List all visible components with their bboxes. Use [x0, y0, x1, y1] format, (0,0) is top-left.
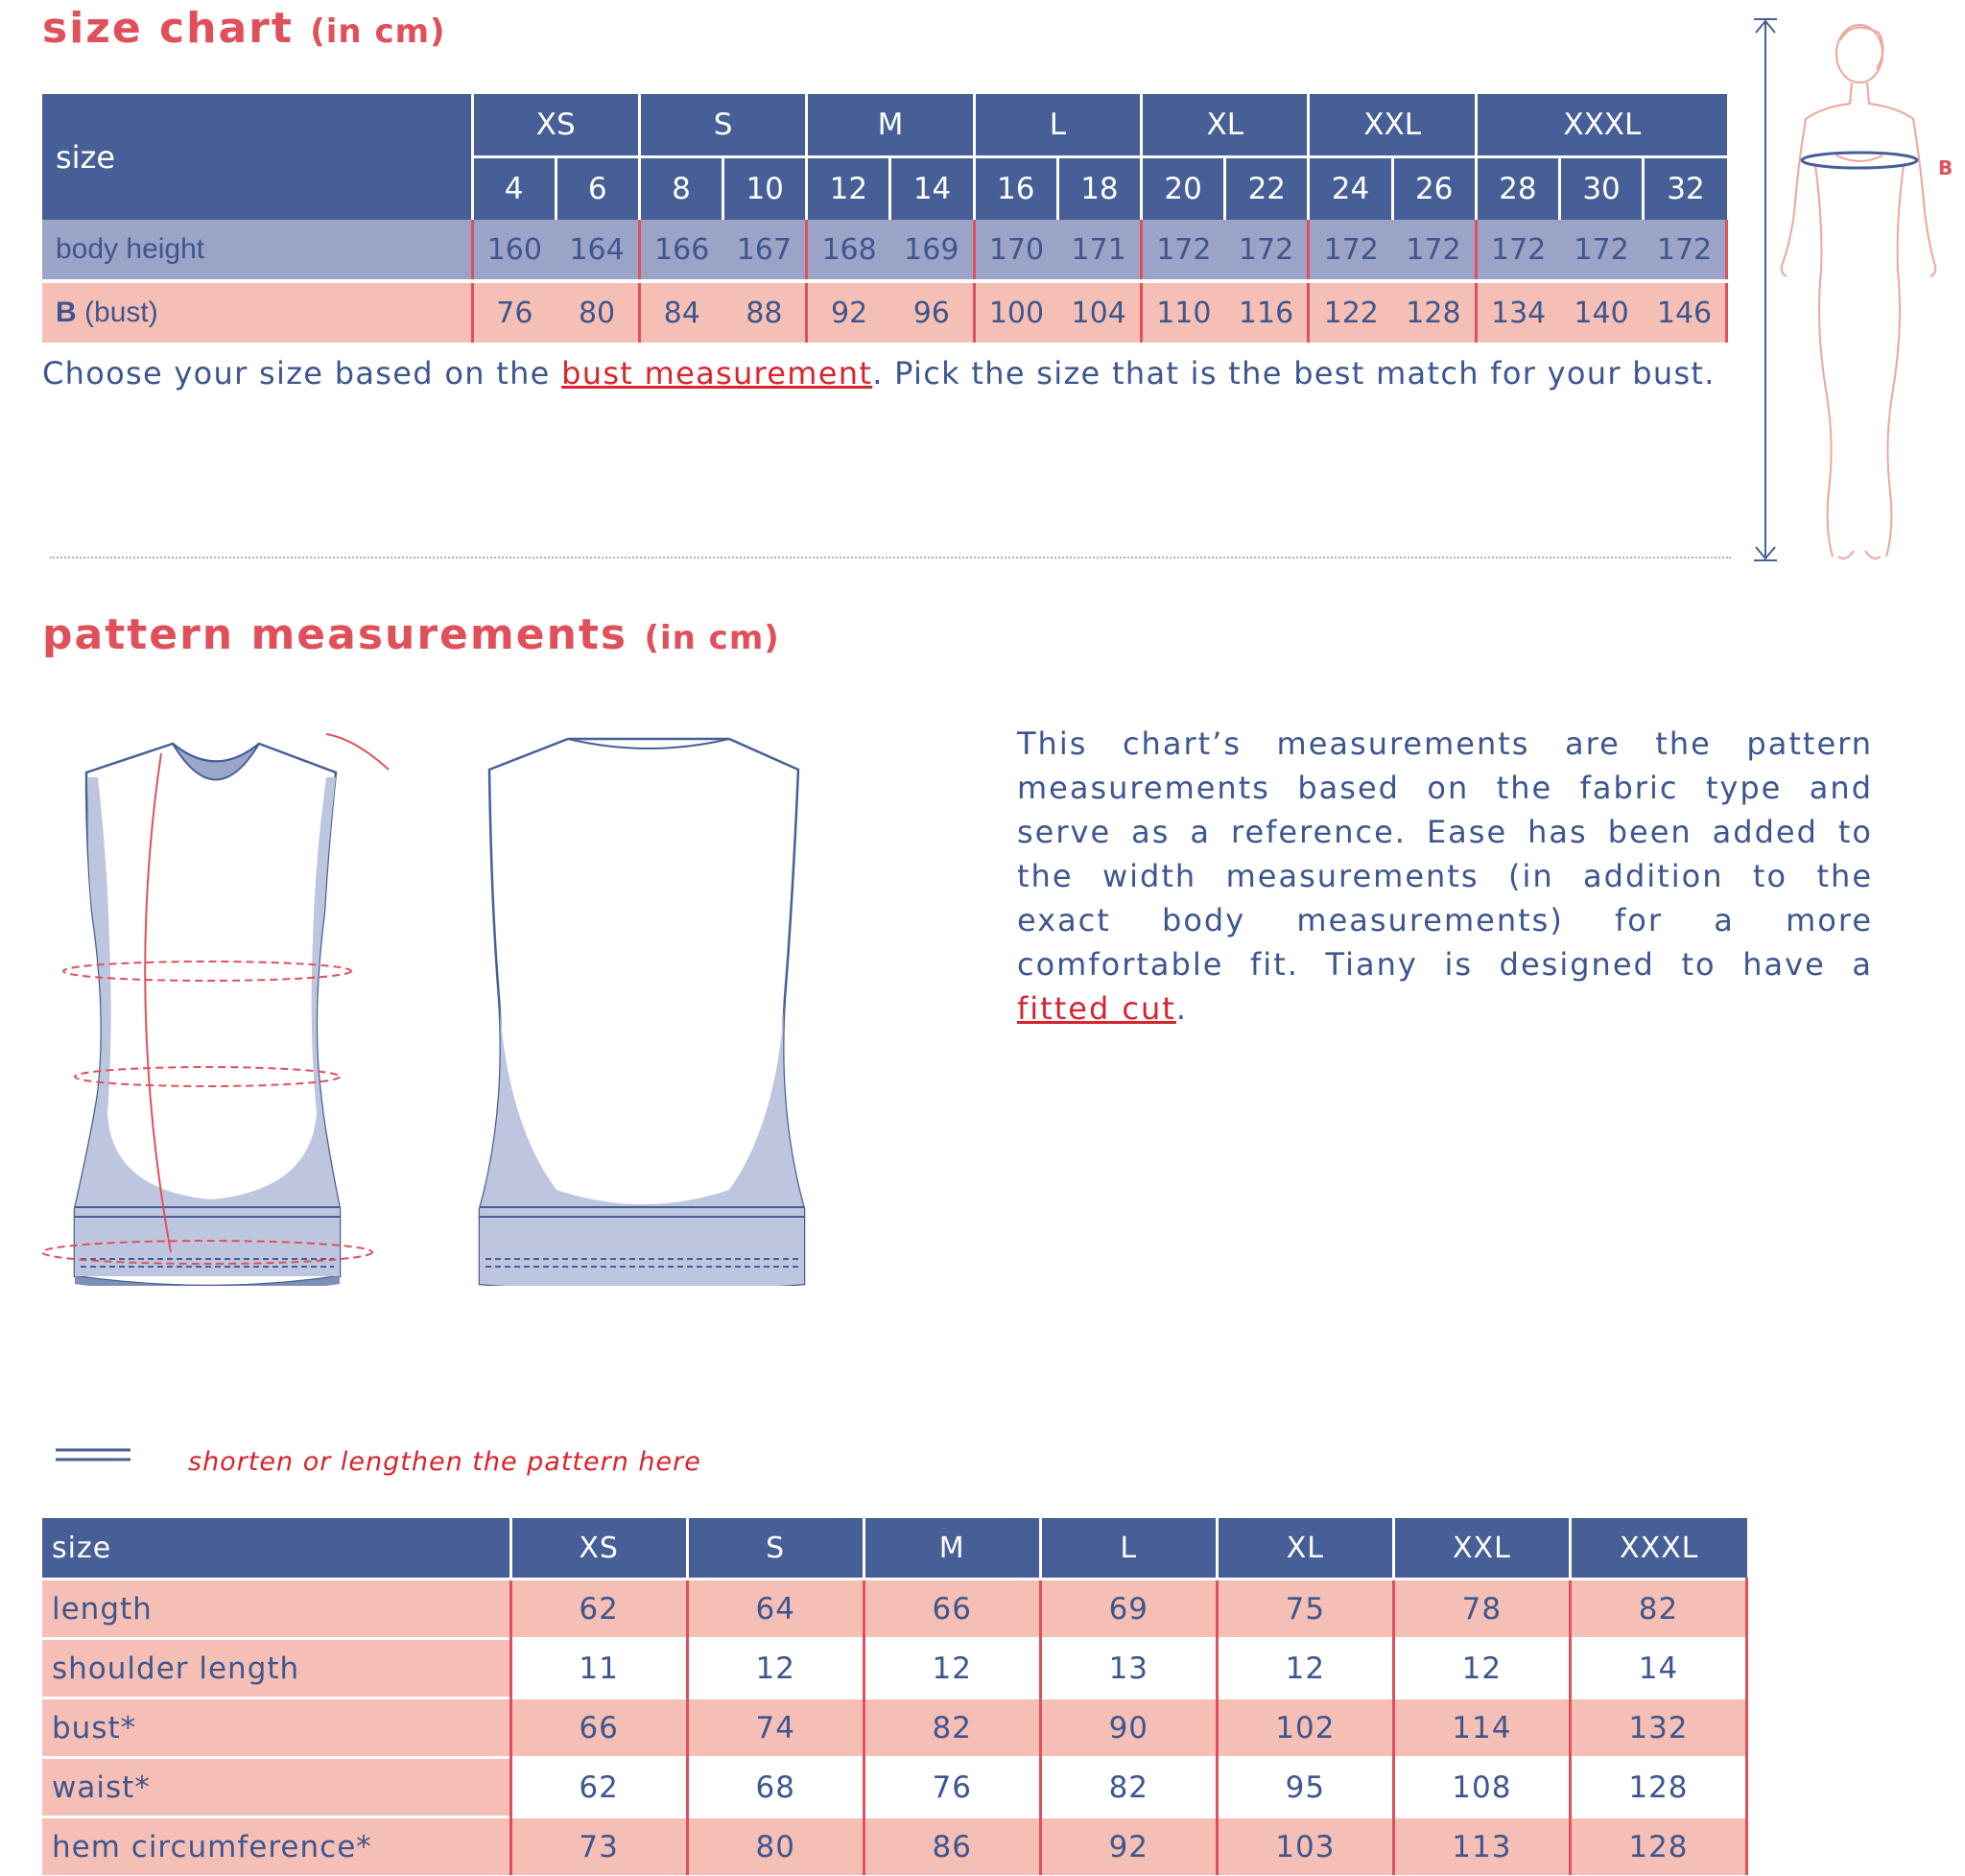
table-cell: 140	[1559, 281, 1643, 343]
size-note-before: Choose your size based on the	[42, 355, 562, 392]
size-group-l: L	[974, 94, 1141, 157]
table-cell: 128	[1392, 281, 1476, 343]
table-cell: 80	[687, 1817, 864, 1876]
size-note	[42, 355, 1716, 392]
height-arrow-icon	[1754, 19, 1777, 560]
table-cell: 92	[1040, 1817, 1217, 1876]
row-label-bust	[42, 281, 472, 343]
size-group-m: M	[807, 94, 974, 157]
table-cell: 84	[639, 281, 722, 343]
size-chart-title	[42, 4, 446, 53]
row-label: hem circumference*	[42, 1817, 510, 1876]
size-note-after: . Pick the size that is the best match for your bust.	[872, 355, 1716, 392]
section-divider	[50, 557, 1731, 558]
row-label: waist*	[42, 1758, 510, 1817]
size-number: 28	[1476, 157, 1559, 221]
double-line-legend-icon	[56, 1447, 130, 1462]
column-header: L	[1040, 1518, 1217, 1579]
table-cell: 75	[1217, 1579, 1393, 1639]
pattern-title-text: pattern measurements	[42, 610, 628, 659]
table-cell: 169	[890, 220, 974, 281]
body-figure-illustration	[1746, 12, 1957, 568]
table-cell: 82	[864, 1698, 1040, 1758]
table-cell: 172	[1559, 220, 1643, 281]
size-number: 4	[472, 157, 556, 221]
column-header: XXL	[1393, 1518, 1570, 1579]
table-cell: 69	[1040, 1579, 1217, 1639]
fitted-cut-link[interactable]: fitted cut	[1017, 990, 1176, 1027]
size-header-label: size	[42, 94, 472, 220]
size-number: 10	[723, 157, 807, 221]
table-cell: 66	[510, 1698, 687, 1758]
size-chart-unit: (in cm)	[310, 12, 446, 51]
column-header: XS	[510, 1518, 687, 1579]
table-cell: 113	[1393, 1817, 1570, 1876]
table-cell: 104	[1057, 281, 1141, 343]
table-cell: 132	[1570, 1698, 1746, 1758]
bust-label-rest: (bust)	[84, 297, 158, 328]
size-number: 6	[556, 157, 639, 221]
column-header: M	[864, 1518, 1040, 1579]
size-group-header-row	[42, 94, 1727, 157]
table-cell: 14	[1570, 1639, 1746, 1698]
table-cell: 128	[1570, 1758, 1746, 1817]
size-number: 20	[1142, 157, 1225, 221]
table-cell: 82	[1570, 1579, 1746, 1639]
table-cell: 82	[1040, 1758, 1217, 1817]
table-cell: 128	[1570, 1817, 1746, 1876]
pattern-measurements-table	[42, 1518, 1748, 1875]
table-cell: 114	[1393, 1698, 1570, 1758]
table-cell: 86	[864, 1817, 1040, 1876]
table-cell: 171	[1057, 220, 1141, 281]
table-cell: 62	[510, 1758, 687, 1817]
table-cell: 12	[864, 1639, 1040, 1698]
table-cell: 12	[687, 1639, 864, 1698]
size-number: 32	[1644, 157, 1727, 221]
size-number: 26	[1392, 157, 1476, 221]
legend-text: shorten or lengthen the pattern here	[188, 1447, 701, 1477]
table-cell: 64	[687, 1579, 864, 1639]
table-cell: 96	[890, 281, 974, 343]
table-cell: 95	[1217, 1758, 1393, 1817]
size-number: 24	[1309, 157, 1392, 221]
table-cell: 172	[1392, 220, 1476, 281]
table-cell: 92	[807, 281, 890, 343]
table-cell: 172	[1142, 220, 1225, 281]
table-cell: 160	[472, 220, 556, 281]
size-number: 30	[1559, 157, 1643, 221]
column-header: XXXL	[1570, 1518, 1746, 1579]
table-cell: 100	[974, 281, 1057, 343]
pattern-description	[1017, 722, 1873, 1031]
pattern-header-label: size	[42, 1518, 510, 1579]
table-cell: 172	[1225, 220, 1309, 281]
front-tank-top-icon	[75, 744, 340, 1286]
size-number: 22	[1225, 157, 1309, 221]
size-group-xl: XL	[1142, 94, 1309, 157]
table-cell: 103	[1217, 1817, 1393, 1876]
table-cell: 110	[1142, 281, 1225, 343]
table-cell: 172	[1476, 220, 1559, 281]
table-row	[42, 1639, 1747, 1698]
table-cell: 12	[1393, 1639, 1570, 1698]
row-label: shoulder length	[42, 1639, 510, 1698]
table-row	[42, 1579, 1747, 1639]
row-label: length	[42, 1579, 510, 1639]
table-row	[42, 1817, 1747, 1876]
bust-letter: B	[56, 297, 77, 328]
size-chart-table	[42, 94, 1728, 343]
table-cell: 74	[687, 1698, 864, 1758]
pattern-description-after: .	[1175, 990, 1189, 1027]
table-cell: 170	[974, 220, 1057, 281]
table-cell: 172	[1644, 220, 1727, 281]
table-cell: 68	[687, 1758, 864, 1817]
pattern-header-row	[42, 1518, 1747, 1579]
table-cell: 12	[1217, 1639, 1393, 1698]
column-header: XL	[1217, 1518, 1393, 1579]
size-group-xxl: XXL	[1309, 94, 1476, 157]
table-cell: 13	[1040, 1639, 1217, 1698]
table-cell: 166	[639, 220, 722, 281]
size-number: 8	[639, 157, 722, 221]
body-height-row	[42, 220, 1727, 281]
table-cell: 80	[556, 281, 639, 343]
woman-outline-icon	[1782, 25, 1936, 558]
column-header: S	[687, 1518, 864, 1579]
size-number: 16	[974, 157, 1057, 221]
table-cell: 108	[1393, 1758, 1570, 1817]
bust-row	[42, 281, 1727, 343]
size-group-xxxl: XXXL	[1476, 94, 1727, 157]
pattern-title-unit: (in cm)	[644, 619, 780, 657]
table-cell: 167	[723, 220, 807, 281]
table-cell: 164	[556, 220, 639, 281]
size-chart-title-text: size chart	[42, 4, 294, 53]
table-cell: 90	[1040, 1698, 1217, 1758]
bust-measurement-link[interactable]: bust measurement	[561, 355, 873, 392]
table-cell: 73	[510, 1817, 687, 1876]
table-row	[42, 1758, 1747, 1817]
table-cell: 146	[1644, 281, 1727, 343]
table-cell: 66	[864, 1579, 1040, 1639]
table-row	[42, 1698, 1747, 1758]
table-cell: 102	[1217, 1698, 1393, 1758]
size-number: 14	[890, 157, 974, 221]
size-number: 12	[807, 157, 890, 221]
garment-illustration	[19, 710, 816, 1286]
size-number: 18	[1057, 157, 1141, 221]
table-cell: 168	[807, 220, 890, 281]
row-label: bust*	[42, 1698, 510, 1758]
table-cell: 78	[1393, 1579, 1570, 1639]
back-tank-top-icon	[480, 739, 804, 1286]
table-cell: 76	[864, 1758, 1040, 1817]
table-cell: 76	[472, 281, 556, 343]
table-cell: 62	[510, 1579, 687, 1639]
table-cell: 122	[1309, 281, 1392, 343]
size-group-s: S	[639, 94, 806, 157]
pattern-title	[42, 610, 780, 659]
bust-marker-label: B	[1938, 156, 1953, 179]
table-cell: 88	[723, 281, 807, 343]
pattern-description-before: This chart’s measurements are the pattern measurements based on the fabric type and serve as a reference. Ease has been added to the width measurements (in addition to the exact body measurements) for a more comfortable fit. Tiany is designed to have a	[1017, 725, 1873, 983]
table-cell: 116	[1225, 281, 1309, 343]
size-group-xs: XS	[472, 94, 639, 157]
row-label-body-height: body height	[42, 220, 472, 281]
table-cell: 11	[510, 1639, 687, 1698]
table-cell: 172	[1309, 220, 1392, 281]
table-cell: 134	[1476, 281, 1559, 343]
